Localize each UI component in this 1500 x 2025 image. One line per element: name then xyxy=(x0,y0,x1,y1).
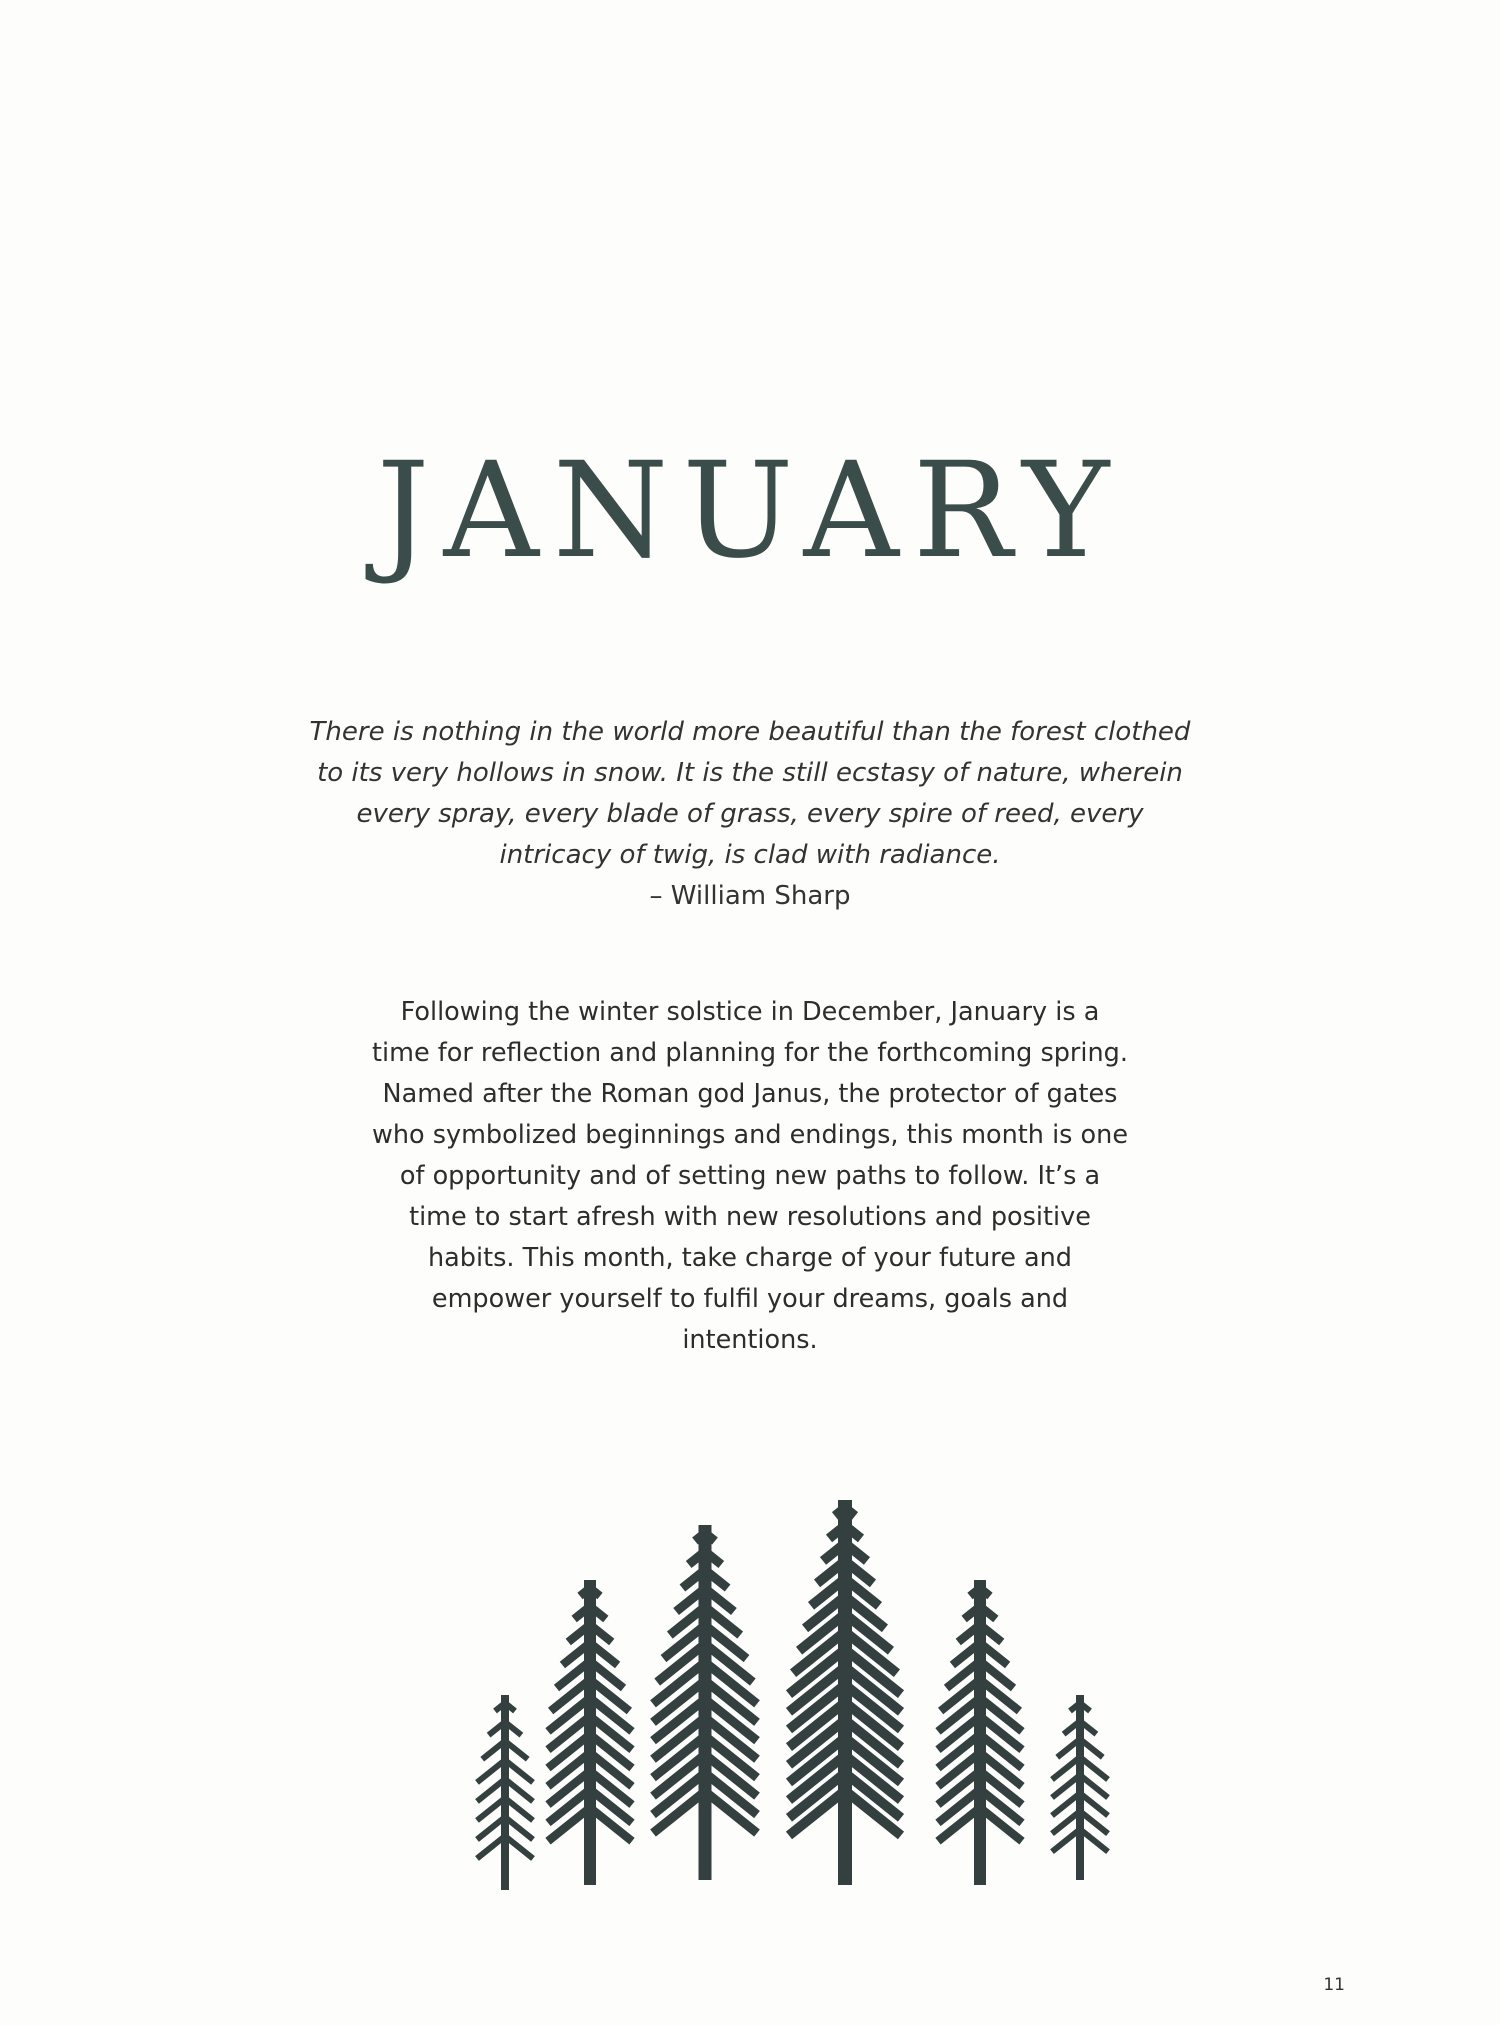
pine-tree-icon xyxy=(548,1580,632,1885)
pine-tree-icon xyxy=(653,1525,757,1880)
pine-tree-icon xyxy=(477,1695,533,1890)
pine-tree-icon xyxy=(938,1580,1022,1885)
pine-tree-icon xyxy=(789,1500,901,1885)
intro-paragraph: Following the winter solstice in December, January is a time for reflection and planning for the forthcoming spring. Named after the Roman god Janus, the protector of gates who symbolized beginnings and endings, this month is one of opportunity and of setting new paths to follow. It’s a time to start afresh with new resolutions and positive habits. This month, take charge of your future and empower yourself to fulfil your dreams, goals and intentions. xyxy=(371,997,1129,1355)
pine-tree-icon xyxy=(1052,1695,1108,1880)
epigraph-attribution: – William Sharp xyxy=(649,881,851,911)
page-title: JANUARY xyxy=(376,434,1124,588)
page-number: 11 xyxy=(1323,1975,1345,1995)
epigraph-quote: There is nothing in the world more beautiful than the forest clothed to its very hollows in snow. It is the still ecstasy of nature, wherein every spray, every blade of grass, every spire of reed, every intricacy of twig, is clad with radiance. xyxy=(309,717,1191,870)
pine-trees-icon xyxy=(440,1480,1120,1900)
